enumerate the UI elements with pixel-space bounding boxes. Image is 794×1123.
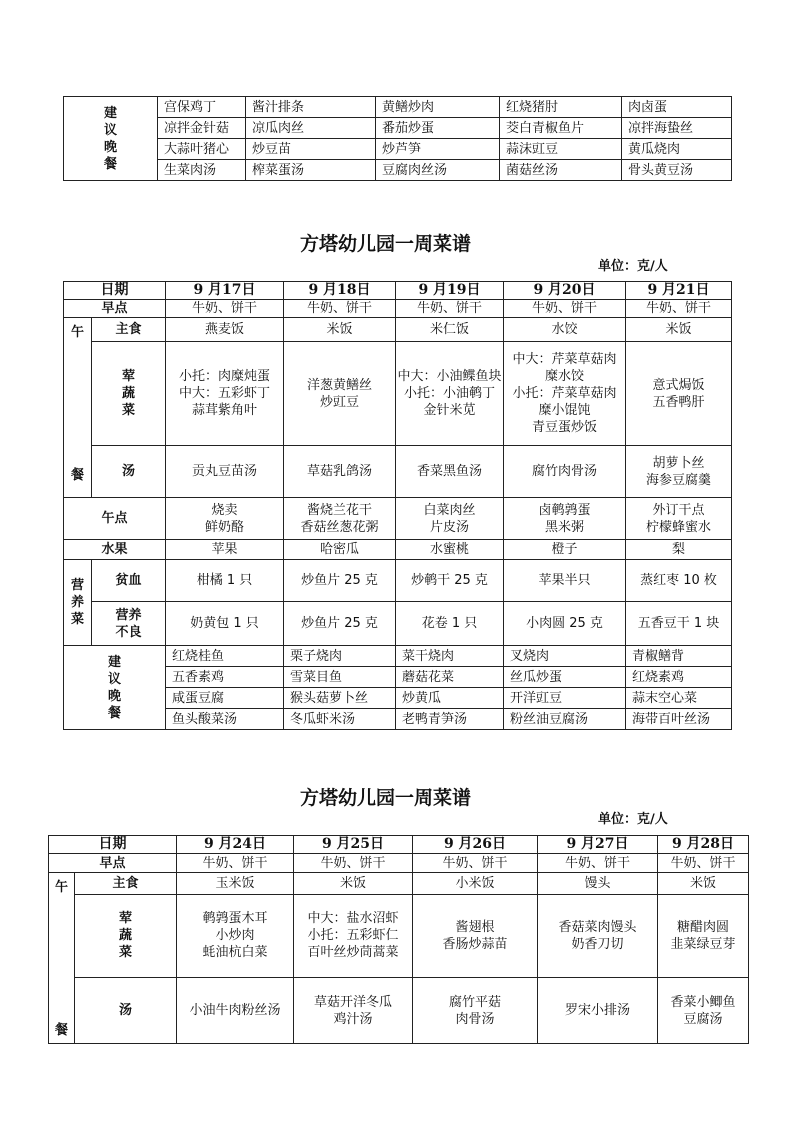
soup-cell: 腐竹平菇 肉骨汤 bbox=[413, 978, 538, 1044]
malnutrition-cell: 炒鱼片 25 克 bbox=[284, 602, 396, 646]
dish-cell: 洋葱黄鳝丝 炒豇豆 bbox=[284, 342, 396, 446]
date-header: 9 月21日 bbox=[626, 282, 732, 300]
top-dinner-cell: 炒豆苗 bbox=[246, 139, 376, 160]
date-header: 9 月19日 bbox=[396, 282, 504, 300]
dinner-cell: 蒜末空心菜 bbox=[626, 688, 732, 709]
staple-cell: 燕麦饭 bbox=[166, 318, 284, 342]
dish-label: 荤 蔬 菜 bbox=[92, 342, 166, 446]
snack-cell: 酱烧兰花干 香菇丝葱花粥 bbox=[284, 498, 396, 540]
dinner-cell: 海带百叶丝汤 bbox=[626, 709, 732, 730]
dinner-cell: 开洋豇豆 bbox=[504, 688, 626, 709]
dinner-cell: 粉丝油豆腐汤 bbox=[504, 709, 626, 730]
dinner-cell: 咸蛋豆腐 bbox=[166, 688, 284, 709]
snack-cell: 白菜肉丝 片皮汤 bbox=[396, 498, 504, 540]
top-dinner-cell: 豆腐肉丝汤 bbox=[376, 160, 500, 181]
date-label: 日期 bbox=[64, 282, 166, 300]
malnutrition-cell: 五香豆干 1 块 bbox=[626, 602, 732, 646]
dinner-cell: 红烧桂鱼 bbox=[166, 646, 284, 667]
top-dinner-label: 建 议 晚 餐 bbox=[64, 97, 158, 181]
breakfast-cell: 牛奶、饼干 bbox=[658, 854, 749, 873]
menu1-table bbox=[63, 281, 732, 730]
dinner-cell: 炒黄瓜 bbox=[396, 688, 504, 709]
anemia-cell: 柑橘 1 只 bbox=[166, 560, 284, 602]
date-header: 9 月24日 bbox=[177, 836, 294, 854]
breakfast-cell: 牛奶、饼干 bbox=[294, 854, 413, 873]
snack-cell: 卤鹌鹑蛋 黑米粥 bbox=[504, 498, 626, 540]
menu1-unit: 单位：克/人 bbox=[598, 259, 668, 274]
snack-label: 午点 bbox=[64, 498, 166, 540]
menu1-title: 方塔幼儿园一周菜谱 bbox=[300, 233, 472, 255]
top-dinner-cell: 宫保鸡丁 bbox=[158, 97, 246, 118]
dinner-cell: 蘑菇花菜 bbox=[396, 667, 504, 688]
dinner-cell: 菜干烧肉 bbox=[396, 646, 504, 667]
date-header: 9 月25日 bbox=[294, 836, 413, 854]
malnutrition-label: 营养 不良 bbox=[92, 602, 166, 646]
dinner-cell: 雪菜目鱼 bbox=[284, 667, 396, 688]
breakfast-cell: 牛奶、饼干 bbox=[396, 300, 504, 318]
top-dinner-cell: 炒芦笋 bbox=[376, 139, 500, 160]
breakfast-cell: 牛奶、饼干 bbox=[284, 300, 396, 318]
staple-label: 主食 bbox=[75, 873, 177, 895]
staple-cell: 玉米饭 bbox=[177, 873, 294, 895]
dish-cell: 鹌鹑蛋木耳 小炒肉 蚝油杭白菜 bbox=[177, 894, 294, 978]
top-dinner-cell: 凉拌海蛰丝 bbox=[622, 118, 732, 139]
dinner-cell: 栗子烧肉 bbox=[284, 646, 396, 667]
nutrition-label: 营 养 菜 bbox=[64, 560, 92, 646]
top-dinner-cell: 茭白青椒鱼片 bbox=[500, 118, 622, 139]
soup-label: 汤 bbox=[92, 446, 166, 498]
date-header: 9 月28日 bbox=[658, 836, 749, 854]
anemia-cell: 蒸红枣 10 枚 bbox=[626, 560, 732, 602]
staple-cell: 米仁饭 bbox=[396, 318, 504, 342]
dish-cell: 中大：小油鲽鱼块 小托：小油鹌丁 金针米苋 bbox=[396, 342, 504, 446]
date-header: 9 月20日 bbox=[504, 282, 626, 300]
fruit-cell: 哈密瓜 bbox=[284, 540, 396, 560]
date-header: 9 月26日 bbox=[413, 836, 538, 854]
staple-cell: 水饺 bbox=[504, 318, 626, 342]
dinner-cell: 猴头菇萝卜丝 bbox=[284, 688, 396, 709]
top-dinner-cell: 黄鳝炒肉 bbox=[376, 97, 500, 118]
top-dinner-cell: 榨菜蛋汤 bbox=[246, 160, 376, 181]
staple-cell: 小米饭 bbox=[413, 873, 538, 895]
soup-cell: 腐竹肉骨汤 bbox=[504, 446, 626, 498]
staple-cell: 米饭 bbox=[294, 873, 413, 895]
soup-cell: 罗宋小排汤 bbox=[538, 978, 658, 1044]
top-dinner-cell: 番茄炒蛋 bbox=[376, 118, 500, 139]
dinner-cell: 青椒鳝背 bbox=[626, 646, 732, 667]
dinner-cell: 冬瓜虾米汤 bbox=[284, 709, 396, 730]
top-dinner-cell: 菌菇丝汤 bbox=[500, 160, 622, 181]
dinner-label: 建 议 晚 餐 bbox=[64, 646, 166, 730]
fruit-cell: 苹果 bbox=[166, 540, 284, 560]
top-dinner-cell: 蒜沫豇豆 bbox=[500, 139, 622, 160]
staple-cell: 米饭 bbox=[284, 318, 396, 342]
top-dinner-cell: 凉拌金针菇 bbox=[158, 118, 246, 139]
fruit-cell: 梨 bbox=[626, 540, 732, 560]
top-dinner-cell: 黄瓜烧肉 bbox=[622, 139, 732, 160]
dish-cell: 香菇菜肉馒头 奶香刀切 bbox=[538, 894, 658, 978]
soup-cell: 贡丸豆苗汤 bbox=[166, 446, 284, 498]
soup-cell: 胡萝卜丝 海参豆腐羹 bbox=[626, 446, 732, 498]
fruit-cell: 水蜜桃 bbox=[396, 540, 504, 560]
soup-label: 汤 bbox=[75, 978, 177, 1044]
malnutrition-cell: 小肉圆 25 克 bbox=[504, 602, 626, 646]
date-label: 日期 bbox=[49, 836, 177, 854]
top-dinner-cell: 骨头黄豆汤 bbox=[622, 160, 732, 181]
fruit-label: 水果 bbox=[64, 540, 166, 560]
top-dinner-cell: 肉卤蛋 bbox=[622, 97, 732, 118]
date-header: 9 月18日 bbox=[284, 282, 396, 300]
dinner-cell: 鱼头酸菜汤 bbox=[166, 709, 284, 730]
breakfast-cell: 牛奶、饼干 bbox=[626, 300, 732, 318]
lunch-label: 午 餐 bbox=[49, 873, 75, 1044]
dish-label: 荤 蔬 菜 bbox=[75, 894, 177, 978]
fruit-cell: 橙子 bbox=[504, 540, 626, 560]
dish-cell: 中大：芹菜草菇肉 糜水饺 小托：芹菜草菇肉 糜小馄饨 青豆蛋炒饭 bbox=[504, 342, 626, 446]
breakfast-label: 早点 bbox=[64, 300, 166, 318]
breakfast-cell: 牛奶、饼干 bbox=[538, 854, 658, 873]
date-header: 9 月27日 bbox=[538, 836, 658, 854]
menu2-table bbox=[48, 835, 749, 1044]
breakfast-cell: 牛奶、饼干 bbox=[504, 300, 626, 318]
dinner-cell: 五香素鸡 bbox=[166, 667, 284, 688]
top-dinner-cell: 凉瓜肉丝 bbox=[246, 118, 376, 139]
dinner-cell: 丝瓜炒蛋 bbox=[504, 667, 626, 688]
dish-cell: 中大：盐水沼虾 小托：五彩虾仁 百叶丝炒茼蒿菜 bbox=[294, 894, 413, 978]
dish-cell: 糖醋肉圆 韭菜绿豆芽 bbox=[658, 894, 749, 978]
soup-cell: 草菇乳鸽汤 bbox=[284, 446, 396, 498]
top-dinner-cell: 酱汁排条 bbox=[246, 97, 376, 118]
lunch-label: 午 餐 bbox=[64, 318, 92, 498]
staple-cell: 米饭 bbox=[626, 318, 732, 342]
breakfast-cell: 牛奶、饼干 bbox=[413, 854, 538, 873]
breakfast-label: 早点 bbox=[49, 854, 177, 873]
dinner-cell: 红烧素鸡 bbox=[626, 667, 732, 688]
dish-cell: 意式焗饭 五香鸭肝 bbox=[626, 342, 732, 446]
soup-cell: 香菜黑鱼汤 bbox=[396, 446, 504, 498]
top-dinner-table bbox=[63, 96, 732, 181]
dinner-cell: 叉烧肉 bbox=[504, 646, 626, 667]
staple-label: 主食 bbox=[92, 318, 166, 342]
soup-cell: 草菇开洋冬瓜 鸡汁汤 bbox=[294, 978, 413, 1044]
soup-cell: 小油牛肉粉丝汤 bbox=[177, 978, 294, 1044]
anemia-cell: 苹果半只 bbox=[504, 560, 626, 602]
staple-cell: 馒头 bbox=[538, 873, 658, 895]
dish-cell: 小托：肉糜炖蛋 中大：五彩虾丁 蒜茸紫角叶 bbox=[166, 342, 284, 446]
anemia-label: 贫血 bbox=[92, 560, 166, 602]
anemia-cell: 炒鱼片 25 克 bbox=[284, 560, 396, 602]
breakfast-cell: 牛奶、饼干 bbox=[166, 300, 284, 318]
top-dinner-cell: 红烧猪肘 bbox=[500, 97, 622, 118]
staple-cell: 米饭 bbox=[658, 873, 749, 895]
snack-cell: 外订干点 柠檬蜂蜜水 bbox=[626, 498, 732, 540]
date-header: 9 月17日 bbox=[166, 282, 284, 300]
dinner-cell: 老鸭青笋汤 bbox=[396, 709, 504, 730]
dish-cell: 酱翅根 香肠炒蒜苗 bbox=[413, 894, 538, 978]
breakfast-cell: 牛奶、饼干 bbox=[177, 854, 294, 873]
menu2-title: 方塔幼儿园一周菜谱 bbox=[300, 787, 472, 809]
malnutrition-cell: 奶黄包 1 只 bbox=[166, 602, 284, 646]
snack-cell: 烧卖 鲜奶酪 bbox=[166, 498, 284, 540]
anemia-cell: 炒鹌干 25 克 bbox=[396, 560, 504, 602]
top-dinner-cell: 大蒜叶猪心 bbox=[158, 139, 246, 160]
top-dinner-cell: 生菜肉汤 bbox=[158, 160, 246, 181]
soup-cell: 香菜小鲫鱼 豆腐汤 bbox=[658, 978, 749, 1044]
malnutrition-cell: 花卷 1 只 bbox=[396, 602, 504, 646]
menu2-unit: 单位：克/人 bbox=[598, 812, 668, 827]
